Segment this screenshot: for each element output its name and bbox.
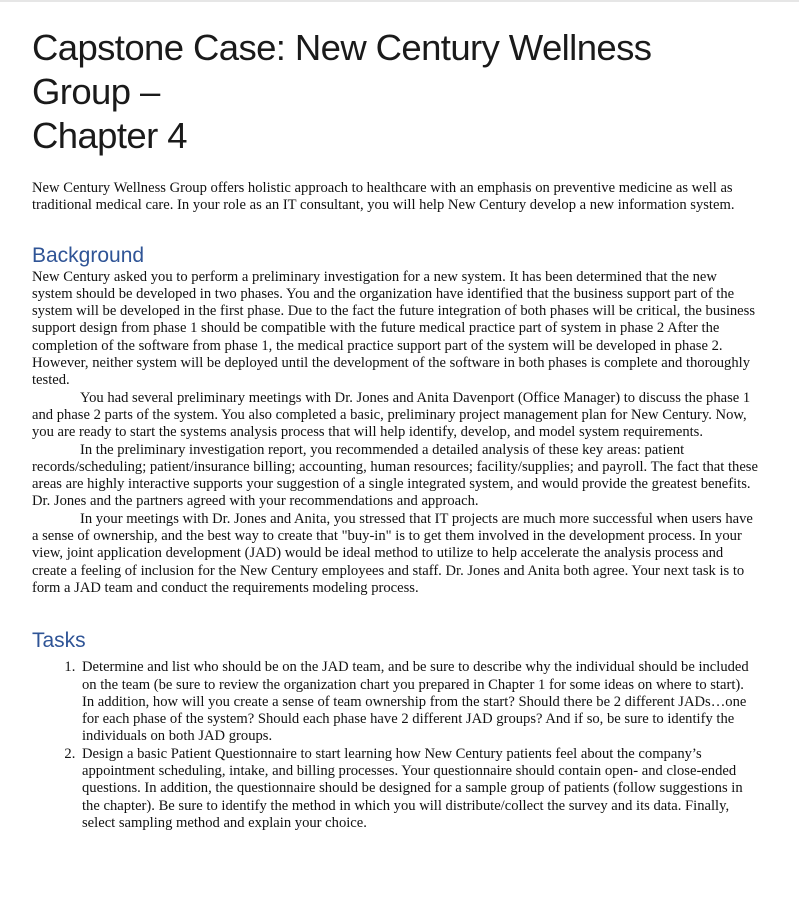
tasks-heading: Tasks [32,629,86,653]
top-border [0,0,799,2]
background-heading: Background [32,243,145,267]
task-item-2: 2. Design a basic Patient Questionnaire to start learning how New Century patients feel about the company’s appointment scheduling, intake, and billing processes. Your questionnaire should contain open- and close-ended questions. In addition, the questionnaire should be designed for a sample group of patients (follow suggestions in the chapter). Be sure to identify the method in which you will distribute/collect the survey and its data. Finally, select sampling method and explain your choice. [79,746,758,832]
tasks-list [32,659,758,832]
task-item-1: 1. Determine and list who should be on the JAD team, and be sure to describe why the individual should be included on the team (be sure to review the organization chart you prepared in Chapter 1 for some ideas on where to start). In addition, how will you create a sense of team ownership from the start? Should there be 2 different JADs…one for each phase of the system? Should each phase have 2 different JAD groups? And if so, be sure to identify the individuals on both JAD groups. [79,659,758,745]
intro-paragraph: New Century Wellness Group offers holistic approach to healthcare with an emphasis on preventive medicine as well as traditional medical care. In your role as an IT consultant, you will help New Century develop a new information system. [32,180,735,214]
background-section [32,269,758,598]
document-page [32,22,758,832]
background-paragraph-3: In the preliminary investigation report, you recommended a detailed analysis of these key areas: patient records/scheduling; patient/insurance billing; accounting, human resources; facility/supplies; and payroll. The fact that these areas are highly interactive supports your suggestion of a single integrated system, and would provide the greatest benefits. Dr. Jones and the partners agreed with your recommendations and approach. [32,441,758,510]
background-paragraph-1: New Century asked you to perform a preliminary investigation for a new system. It has been determined that the new system should be developed in two phases. You and the organization have identified that the business support part of the system will be developed in the first phase. Due to the fact the future integration of both phases will be critical, the business support design from phase 1 should be compatible with the future medical practice part of system in phase 2 After the completion of the software from phase 1, the medical practice support part of the system will be developed in phase 2. However, neither system will be deployed until the development of the software in both phases is complete and thoroughly tested. [32,268,756,389]
title-line-2: Chapter 4 [32,115,187,156]
document-title [32,26,758,158]
title-line-1: Capstone Case: New Century Wellness Group – [32,27,652,112]
background-paragraph-4: In your meetings with Dr. Jones and Anita, you stressed that IT projects are much more successful when users have a sense of ownership, and the best way to create that "buy-in" is to get them involved in the development process. In your view, joint application development (JAD) would be ideal method to utilize to help accelerate the analysis process and create a feeling of inclusion for the New Century employees and staff. Dr. Jones and Anita both agree. Your next task is to form a JAD team and conduct the requirements modeling process. [32,510,753,596]
background-paragraph-2: You had several preliminary meetings with Dr. Jones and Anita Davenport (Office Manager) to discuss the phase 1 and phase 2 parts of the system. You also completed a basic, preliminary project management plan for New Century. Now, you are ready to start the systems analysis process that will help identify, develop, and model system requirements. [32,389,751,441]
